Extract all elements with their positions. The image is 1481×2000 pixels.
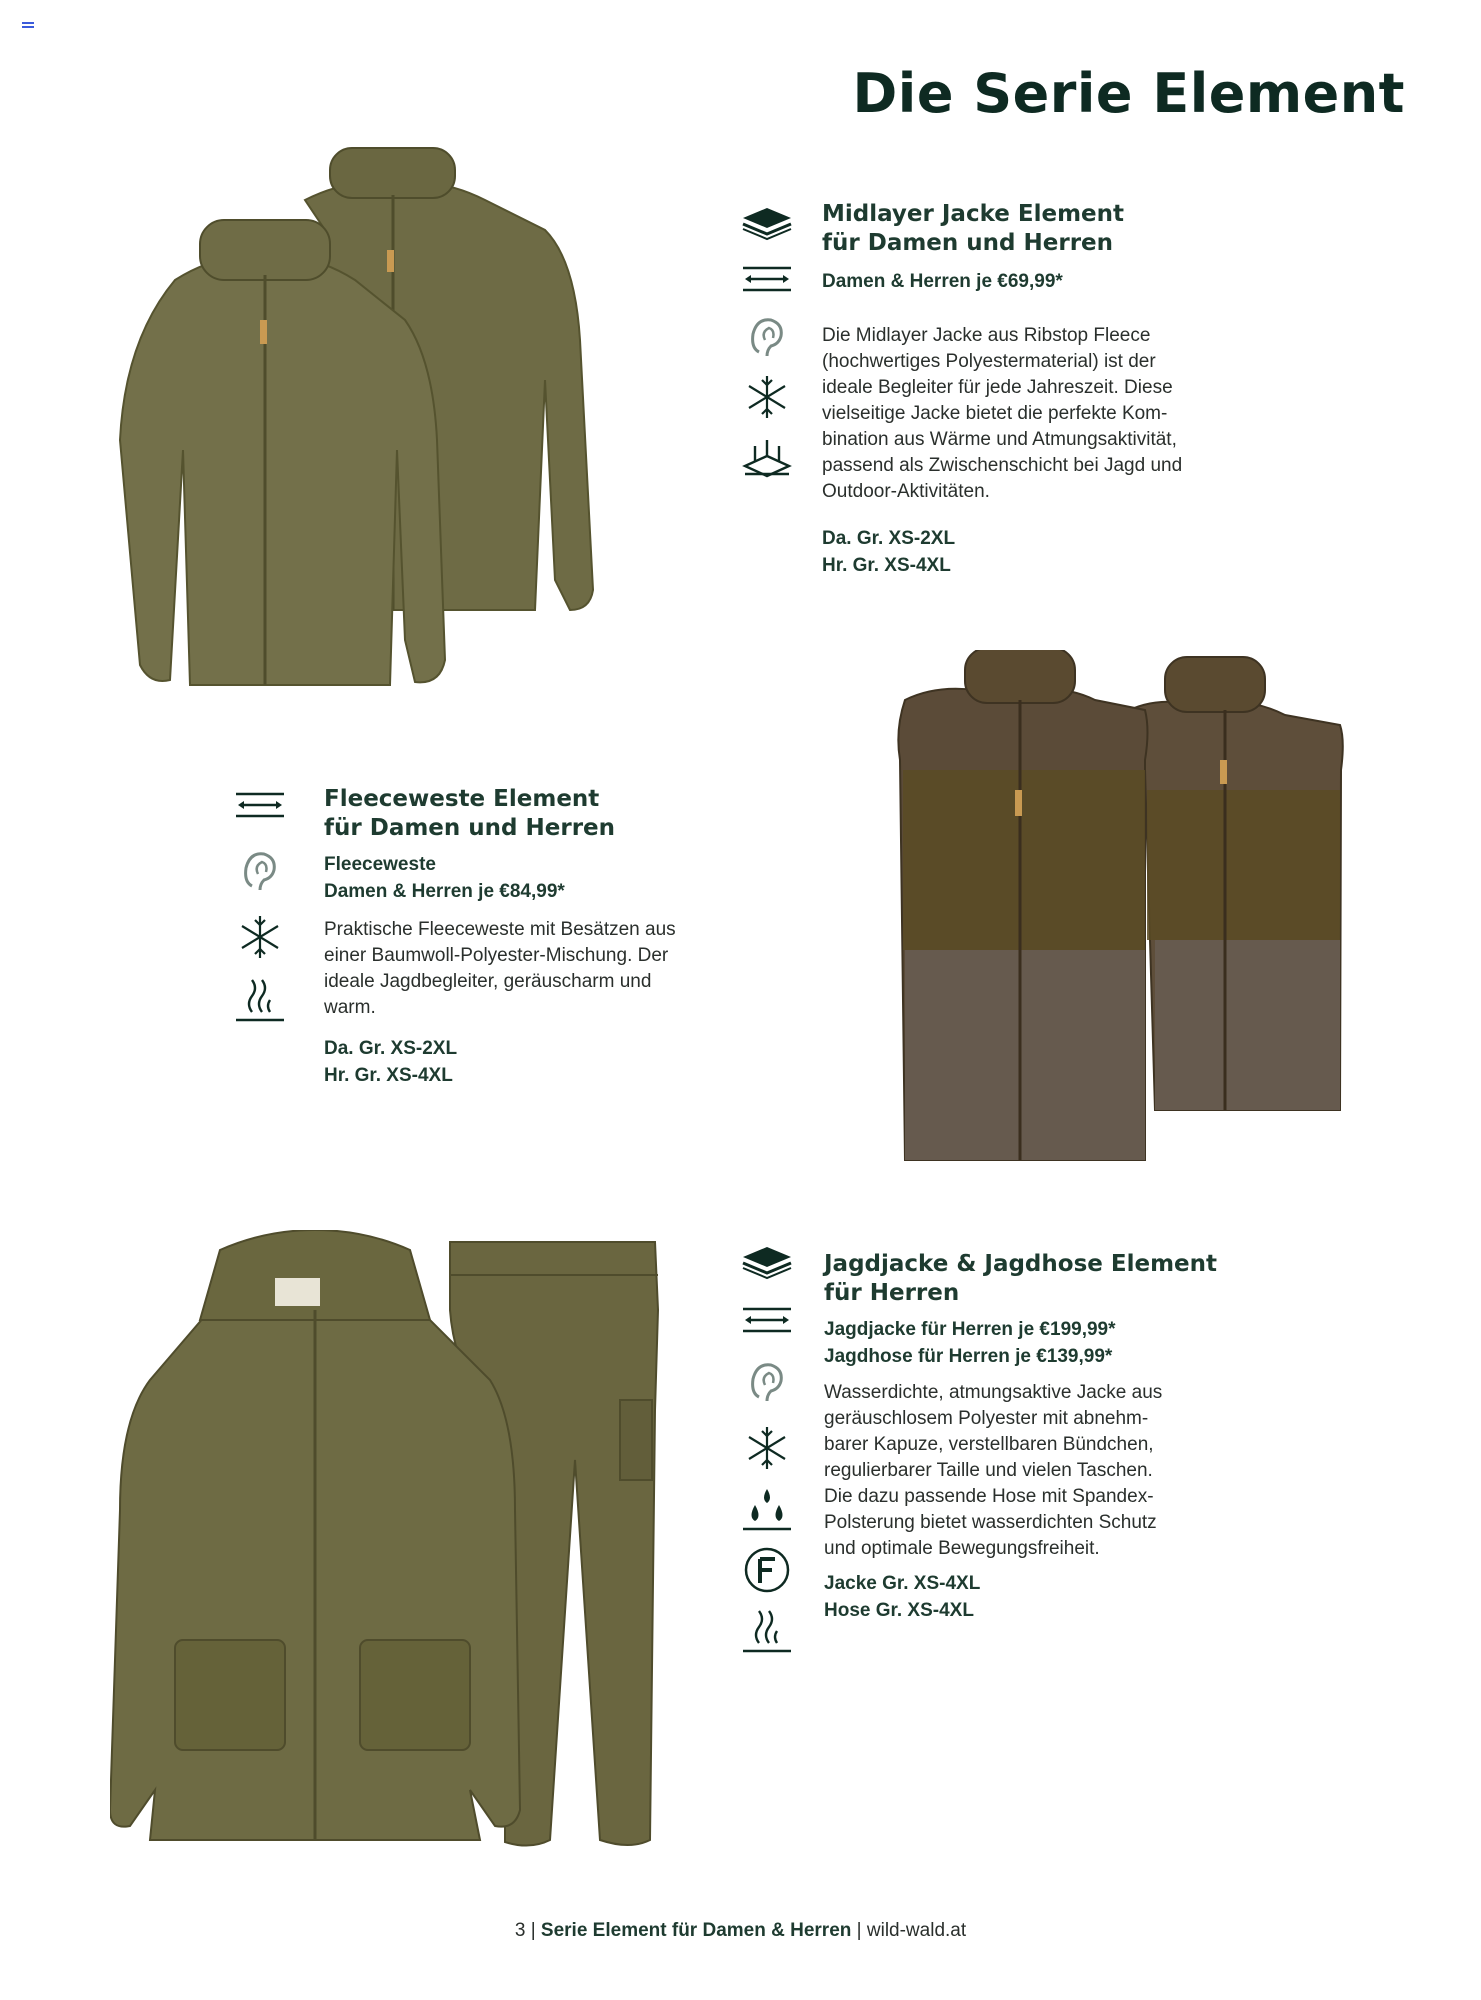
page-title: Die Serie Element [852, 62, 1405, 125]
midlayer-jackets-image [115, 140, 660, 695]
product-title: Midlayer Jacke Element für Damen und Herren [822, 201, 1124, 256]
footer-series-label: Serie Element für Damen & Herren [540, 1920, 852, 1941]
product-sizes: Da. Gr. XS-2XL Hr. Gr. XS-4XL [822, 528, 956, 576]
warmth-snowflake-icon [737, 372, 797, 422]
product-fleeceweste-icons [230, 780, 290, 1026]
product-sizes: Jacke Gr. XS-4XL Hose Gr. XS-4XL [824, 1573, 981, 1621]
quiet-ear-icon [230, 846, 290, 896]
product-midlayer-text [822, 200, 1242, 579]
product-description: Die Midlayer Jacke aus Ribstop Fleece (hochwertiges Polyestermaterial) ist der ideale Begleiter für jede Jahreszeit. Diese vielseitige Jacke bietet die perfekte Kom- bination aus Wärme und Atmungsaktivität, passend als Zwischenschicht bei Jagd und Outdoor-Aktivitäten. [822, 325, 1183, 502]
footer-separator: | [530, 1920, 536, 1941]
stretch-icon [737, 254, 797, 304]
product-sizes: Da. Gr. XS-2XL Hr. Gr. XS-4XL [324, 1038, 458, 1086]
product-jagdjacke-icons [737, 1235, 797, 1657]
website-link[interactable]: wild-wald.at [866, 1920, 967, 1941]
hunting-jacket-trousers-image [110, 1230, 660, 1850]
product-title: Jagdjacke & Jagdhose Element für Herren [824, 1251, 1217, 1306]
product-jagdjacke-text [824, 1250, 1264, 1624]
layers-icon [737, 196, 797, 246]
page-footer [0, 1920, 1481, 1942]
warmth-snowflake-icon [230, 912, 290, 962]
product-fleeceweste-text [324, 785, 744, 1089]
footer-separator: | [856, 1920, 862, 1941]
product-price: Jagdjacke für Herren je €199,99* Jagdhose für Herren je €139,99* [824, 1319, 1116, 1367]
page-number: 3 [514, 1920, 526, 1941]
stretch-icon [737, 1295, 797, 1345]
menu-icon[interactable] [22, 22, 34, 30]
product-price: Damen & Herren je €69,99* [822, 271, 1063, 292]
quiet-ear-icon [737, 312, 797, 362]
quiet-ear-icon [737, 1357, 797, 1407]
waterproof-drops-icon [737, 1485, 797, 1535]
stretch-icon [230, 780, 290, 830]
breathable-vapor-icon [737, 1607, 797, 1657]
warmth-snowflake-icon [737, 1423, 797, 1473]
product-price: Fleeceweste Damen & Herren je €84,99* [324, 854, 565, 902]
product-title: Fleeceweste Element für Damen und Herren [324, 786, 616, 841]
layers-icon [737, 1235, 797, 1285]
breathable-icon [737, 436, 797, 486]
product-midlayer-icons [737, 196, 797, 486]
fabric-f-icon [737, 1545, 797, 1595]
fleece-vests-image [895, 650, 1355, 1170]
product-description: Wasserdichte, atmungsaktive Jacke aus geräuschlosem Polyester mit abnehm- barer Kapuze, verstellbaren Bündchen, regulierbarer Taille und vielen Taschen. Die dazu passende Hose mit Spandex- Polsterung bietet wasserdichten Schutz und optimale Bewegungsfreiheit. [824, 1382, 1163, 1559]
product-description: Praktische Fleeceweste mit Besätzen aus einer Baumwoll-Polyester-Mischung. Der ideale Jagdbegleiter, geräuscharm und warm. [324, 919, 676, 1018]
breathable-vapor-icon [230, 976, 290, 1026]
